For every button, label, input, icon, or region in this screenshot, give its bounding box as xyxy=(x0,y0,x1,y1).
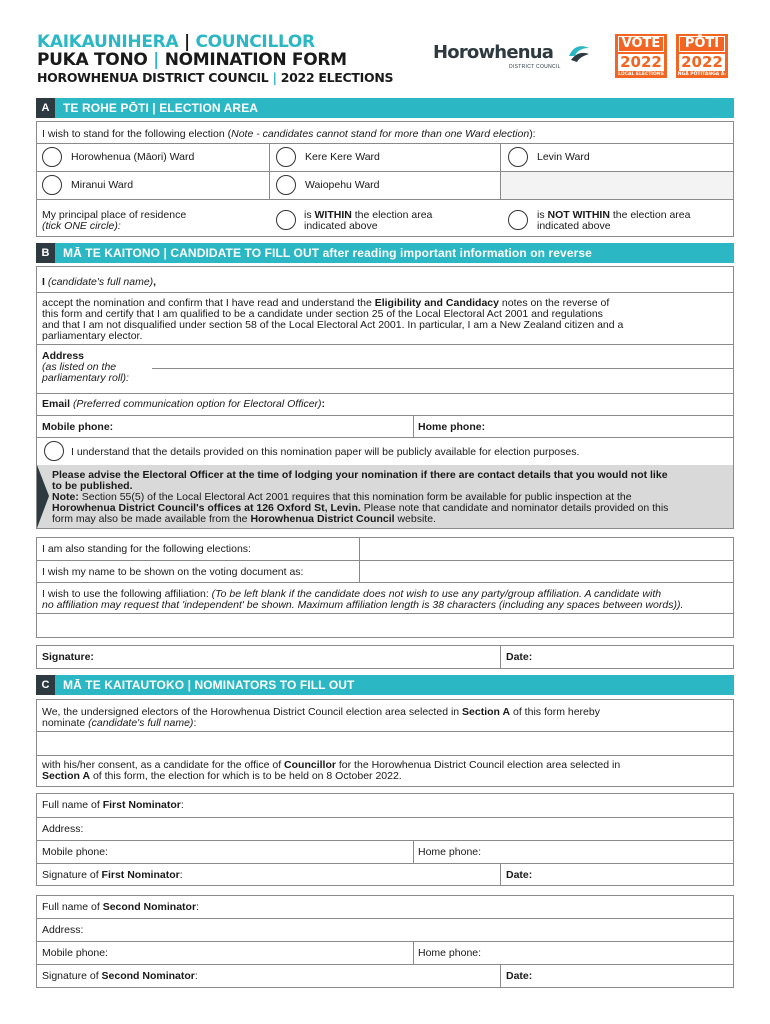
second-nominator-mobile-label: Mobile phone: xyxy=(42,947,108,959)
note-council: Horowhenua District Council xyxy=(250,513,395,525)
title-separator: | xyxy=(183,32,190,52)
title-line-2 xyxy=(37,51,347,69)
consent-line-2 xyxy=(42,770,402,782)
section-c-letter: C xyxy=(36,675,55,695)
second-nominator-date-input[interactable] xyxy=(545,966,732,986)
candidate-i: I xyxy=(42,276,45,288)
section-b-title: MĀ TE KAITONO | CANDIDATE TO FILL OUT after reading important information on reverse xyxy=(63,246,592,260)
note-label: Note: xyxy=(52,491,79,503)
divider xyxy=(500,645,501,669)
second-sig-post: : xyxy=(194,970,198,982)
notwithin-post: the election area xyxy=(609,209,691,221)
mobile-phone-input[interactable] xyxy=(130,417,410,435)
note-text-4: website. xyxy=(394,513,436,525)
address-input[interactable] xyxy=(156,346,732,392)
email-colon: : xyxy=(321,398,326,410)
candidate-name-label xyxy=(42,276,156,288)
second-name-bold: Second Nominator xyxy=(102,901,197,913)
accept-text-2: notes on the reverse of xyxy=(499,297,610,309)
form-name-maori: PUKA TONO xyxy=(37,50,148,70)
poti-badge-title: PŌTI xyxy=(679,36,725,52)
logo-subtext: DISTRICT COUNCIL xyxy=(509,64,561,70)
divider xyxy=(413,840,414,863)
accept-line-2: this form and certify that I am qualified to be a candidate under section 25 of the Local Electoral Act 2001 and regulations xyxy=(42,308,603,320)
divider xyxy=(413,941,414,964)
vote-badge-year: 2022 xyxy=(618,54,664,71)
within-bold: WITHIN xyxy=(314,209,352,221)
section-b-header xyxy=(36,243,734,263)
first-nominator-name-label xyxy=(42,799,184,811)
note-text-2: Please note that candidate and nominator details provided on this xyxy=(360,502,669,514)
ward-label-kere-kere: Kere Kere Ward xyxy=(305,151,380,163)
divider xyxy=(36,560,734,561)
email-label-text: Email xyxy=(42,398,71,410)
advise-line-1 xyxy=(52,469,668,481)
affiliation-note-2: no affiliation may request that 'independent' be shown. Maximum affiliation length is 38 characters (including any spaces between words)). xyxy=(42,599,684,611)
divider xyxy=(36,941,734,942)
nominate-line-2 xyxy=(42,717,196,729)
residence-within-option[interactable] xyxy=(276,210,296,230)
email-hint: (Preferred communication option for Electoral Officer) xyxy=(72,398,322,410)
note-text-3: form may also be made available from the xyxy=(52,513,251,525)
poti-badge-year: 2022 xyxy=(679,54,725,71)
first-nominator-mobile-input[interactable] xyxy=(125,842,410,862)
signature-label-text: Signature: xyxy=(42,651,94,663)
divider xyxy=(36,964,734,965)
nominate-hint: (candidate's full name) xyxy=(88,717,194,729)
second-nominator-date-label xyxy=(506,970,532,982)
first-sig-post: : xyxy=(179,869,183,881)
second-nominator-signature-label xyxy=(42,970,198,982)
council-logo xyxy=(433,42,593,76)
email-input[interactable] xyxy=(360,395,732,413)
date-label-text: Date: xyxy=(506,651,533,663)
candidate-name-input[interactable] xyxy=(190,270,730,290)
divider xyxy=(36,199,734,200)
affiliation-note-1: (To be left blank if the candidate does not wish to use any party/group affiliation. A candidate with xyxy=(211,588,662,600)
section-a-header xyxy=(36,98,734,118)
nominated-candidate-name-input[interactable] xyxy=(38,733,732,753)
vote-badge-caption: LOCAL ELECTIONS xyxy=(618,72,664,77)
divider xyxy=(36,863,734,864)
affiliation-input[interactable] xyxy=(38,615,732,637)
advise-text-2: to be published. xyxy=(52,480,133,492)
consent-bold: Councillor xyxy=(284,759,336,771)
second-nominator-mobile-input[interactable] xyxy=(125,943,410,963)
divider xyxy=(36,437,734,438)
note-text-1: Section 55(5) of the Local Electoral Act 2001 requires that this nomination form be available for public inspection at the xyxy=(78,491,632,503)
residence-hint xyxy=(42,220,121,232)
ward-label-horowhenua-maori: Horowhenua (Māori) Ward xyxy=(71,151,195,163)
candidate-comma: , xyxy=(153,276,157,288)
first-name-post: : xyxy=(180,799,184,811)
accept-line-4: parliamentary elector. xyxy=(42,330,143,342)
form-name-english: NOMINATION FORM xyxy=(164,50,347,70)
note-arrow-icon xyxy=(37,465,49,528)
ward-option-horowhenua-maori[interactable] xyxy=(42,147,62,167)
within-pre: is xyxy=(304,209,315,221)
section-a-title: TE ROHE PŌTI | ELECTION AREA xyxy=(63,101,259,115)
divider xyxy=(152,368,734,369)
residence-hint-text: (tick ONE circle): xyxy=(42,220,121,232)
title-line-1 xyxy=(37,33,315,51)
address-hint-text-1: (as listed on the xyxy=(42,361,117,373)
subtitle-council: HOROWHENUA DISTRICT COUNCIL xyxy=(37,70,269,85)
title-maori: KAIKAUNIHERA xyxy=(37,32,179,52)
accept-bold: Eligibility and Candidacy xyxy=(374,297,499,309)
residence-not-within-option[interactable] xyxy=(508,210,528,230)
divider xyxy=(500,964,501,988)
residence-within-line2: indicated above xyxy=(304,220,378,232)
first-nominator-name-input[interactable] xyxy=(212,795,732,815)
first-name-bold: First Nominator xyxy=(102,799,181,811)
divider xyxy=(36,393,734,394)
note-line-3 xyxy=(52,513,436,525)
first-nominator-signature-label xyxy=(42,869,183,881)
poti-2022-badge xyxy=(676,34,728,84)
divider xyxy=(36,840,734,841)
candidate-date-input[interactable] xyxy=(545,647,732,667)
nominate-text-2: of this form hereby xyxy=(510,706,600,718)
consent-text-1: with his/her consent, as a candidate for the office of xyxy=(42,759,285,771)
vote-2022-badge xyxy=(615,34,667,78)
second-date-label-text: Date: xyxy=(506,970,533,982)
ward-label-levin: Levin Ward xyxy=(537,151,590,163)
divider xyxy=(36,344,734,345)
logo-wordmark: Horowhenua xyxy=(433,42,554,63)
first-nominator-mobile-label: Mobile phone: xyxy=(42,846,108,858)
second-nominator-name-input[interactable] xyxy=(212,897,732,917)
name-on-voting-doc-input[interactable] xyxy=(362,562,732,581)
divider xyxy=(36,731,734,732)
subtitle xyxy=(37,70,393,85)
divider xyxy=(36,817,734,818)
accept-text-1: accept the nomination and confirm that I have read and understand the xyxy=(42,297,375,309)
notwithin-pre: is xyxy=(537,209,548,221)
divider xyxy=(36,292,734,293)
section-c-title: MĀ TE KAITAUTOKO | NOMINATORS TO FILL OUT xyxy=(63,678,355,692)
ward-option-levin[interactable] xyxy=(508,147,528,167)
first-sig-pre: Signature of xyxy=(42,869,102,881)
residence-label: My principal place of residence xyxy=(42,209,187,221)
mobile-label-text: Mobile phone: xyxy=(42,421,114,433)
election-choice-intro xyxy=(42,128,536,140)
second-nominator-home-input[interactable] xyxy=(495,943,732,963)
within-post: the election area xyxy=(351,209,433,221)
subtitle-year: 2022 ELECTIONS xyxy=(280,70,394,85)
also-standing-label: I am also standing for the following elections: xyxy=(42,543,251,555)
first-name-pre: Full name of xyxy=(42,799,103,811)
divider xyxy=(36,415,734,416)
first-nominator-home-label: Home phone: xyxy=(418,846,482,858)
intro-note: Note - candidates cannot stand for more than one Ward election xyxy=(231,128,530,140)
second-sig-pre: Signature of xyxy=(42,970,102,982)
first-sig-bold: First Nominator xyxy=(101,869,180,881)
divider xyxy=(36,755,734,756)
section-c-header xyxy=(36,675,734,695)
mobile-phone-label xyxy=(42,421,113,433)
title-english: COUNCILLOR xyxy=(195,32,315,52)
consent-text-3: of this form, the election for which is to be held on 8 October 2022. xyxy=(90,770,402,782)
advise-text-1: Please advise the Electoral Officer at the time of lodging your nomination if there are contact details that you would not like xyxy=(52,469,668,481)
residence-not-within-line2: indicated above xyxy=(537,220,611,232)
notwithin-bold: NOT WITHIN xyxy=(547,209,610,221)
second-nominator-signature-input[interactable] xyxy=(215,966,495,986)
first-nominator-address-label: Address: xyxy=(42,823,84,835)
ward-option-miranui[interactable] xyxy=(42,175,62,195)
divider xyxy=(413,415,414,437)
ward-label-waiopehu: Waiopehu Ward xyxy=(305,179,380,191)
divider xyxy=(36,613,734,614)
logo-wave-icon xyxy=(567,42,591,64)
home-phone-input[interactable] xyxy=(500,417,732,435)
divider xyxy=(36,143,734,144)
first-nominator-signature-input[interactable] xyxy=(210,865,495,885)
consent-bold-2: Section A xyxy=(42,770,91,782)
email-label xyxy=(42,398,325,410)
also-standing-input[interactable] xyxy=(362,539,732,559)
address-hint-text-2: parliamentary roll): xyxy=(42,372,129,384)
second-nominator-name-label xyxy=(42,901,199,913)
ward-option-kere-kere[interactable] xyxy=(276,147,296,167)
candidate-name-hint: (candidate's full name) xyxy=(47,276,154,288)
nominate-text-1: We, the undersigned electors of the Horowhenua District Council election area selected in xyxy=(42,706,463,718)
nominate-colon: : xyxy=(193,717,197,729)
understand-text: I understand that the details provided on this nomination paper will be publicly available for election purposes. xyxy=(71,446,580,458)
understand-checkbox[interactable] xyxy=(44,441,64,461)
ward-option-waiopehu[interactable] xyxy=(276,175,296,195)
consent-text-2: for the Horowhenua District Council election area selected in xyxy=(335,759,621,771)
second-nominator-address-input[interactable] xyxy=(100,920,732,940)
empty-ward-cell xyxy=(501,172,733,199)
address-hint-2 xyxy=(42,372,129,384)
candidate-signature-label xyxy=(42,651,94,663)
poti-badge-caption: NGĀ PŌTITANGA Ā-ROHE xyxy=(677,72,727,84)
second-name-pre: Full name of xyxy=(42,901,103,913)
form-name-separator: | xyxy=(153,50,160,70)
home-label-text: Home phone: xyxy=(418,421,486,433)
first-nominator-home-input[interactable] xyxy=(495,842,732,862)
affiliation-text: I wish to use the following affiliation: xyxy=(42,588,212,600)
nominate-text-3: nominate xyxy=(42,717,89,729)
first-nominator-date-input[interactable] xyxy=(545,865,732,885)
ward-label-miranui: Miranui Ward xyxy=(71,179,134,191)
second-sig-bold: Second Nominator xyxy=(101,970,195,982)
intro-end: ): xyxy=(529,128,536,140)
subtitle-separator: | xyxy=(272,70,277,85)
name-on-voting-doc-label: I wish my name to be shown on the voting document as: xyxy=(42,566,304,578)
vote-badge-title: VOTE xyxy=(618,36,664,52)
accept-line-3: and that I am not disqualified under section 58 of the Local Electoral Act 2001. In particular, I am a New Zealand citizen and a xyxy=(42,319,624,331)
nominate-bold: Section A xyxy=(462,706,511,718)
section-a-letter: A xyxy=(36,98,55,118)
address-label-text: Address xyxy=(42,350,85,362)
divider xyxy=(500,863,501,886)
affiliation-line-2 xyxy=(42,599,683,611)
divider xyxy=(36,582,734,583)
section-b-letter: B xyxy=(36,243,55,263)
first-date-label-text: Date: xyxy=(506,869,533,881)
home-phone-label xyxy=(418,421,485,433)
second-name-post: : xyxy=(196,901,199,913)
note-office: Horowhenua District Council's offices at 126 Oxford St, Levin. xyxy=(52,502,361,514)
second-nominator-home-label: Home phone: xyxy=(418,947,482,959)
first-nominator-address-input[interactable] xyxy=(100,819,732,839)
divider xyxy=(36,918,734,919)
first-nominator-date-label xyxy=(506,869,532,881)
candidate-date-label xyxy=(506,651,532,663)
intro-text: I wish to stand for the following election ( xyxy=(42,128,232,140)
second-nominator-address-label: Address: xyxy=(42,924,84,936)
candidate-signature-input[interactable] xyxy=(155,647,495,667)
